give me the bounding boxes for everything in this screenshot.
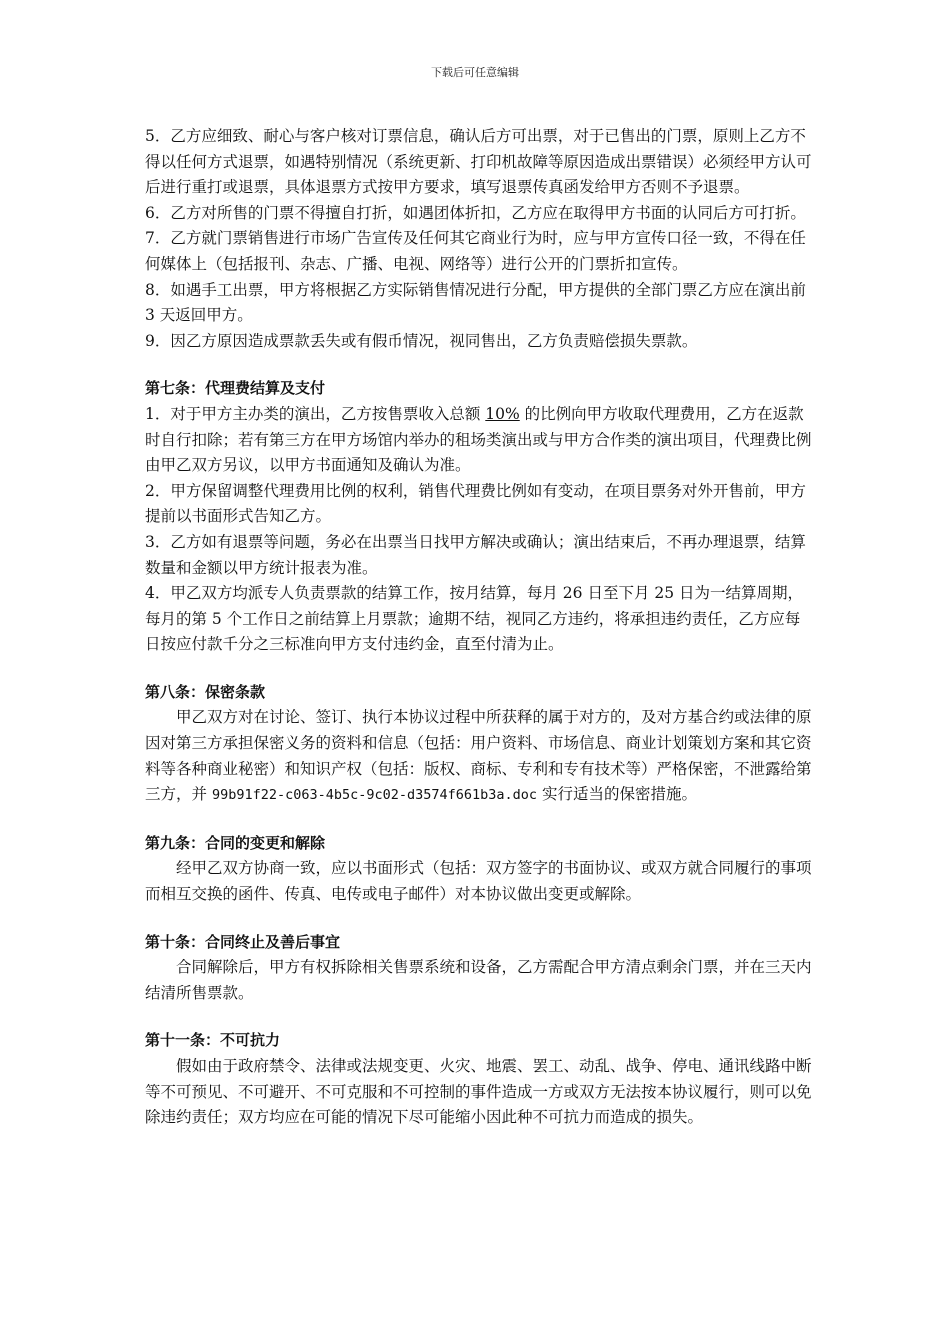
- section-heading: 第七条：代理费结算及支付: [145, 379, 326, 398]
- clause-item: 5．乙方应细致、耐心与客户核对订票信息，确认后方可出票，对于已售出的门票，原则上乙方不得以任何方式退票，如遇特别情况（系统更新、打印机故障等原因造成出票错误）必须经甲方认可后进行重打或退票，具体退票方式按甲方要求，填写退票传真函发给甲方否则不予退票。: [145, 127, 812, 197]
- clause-item: 3．乙方如有退票等问题，务必在出票当日找甲方解决或确认；演出结束后，不再办理退票，结算数量和金额以甲方统计报表为准。: [145, 532, 806, 577]
- section-paragraph: 假如由于政府禁令、法律或法规变更、火灾、地震、罢工、动乱、战争、停电、通讯线路中断等不可预见、不可避开、不可克服和不可控制的事件造成一方或双方无法按本协议履行，则可以免除违约责任；双方均应在可能的情况下尽可能缩小因此种不可抗力而造成的损失。: [145, 1057, 812, 1127]
- section-paragraph: 合同解除后，甲方有权拆除相关售票系统和设备，乙方需配合甲方清点剩余门票，并在三天内结清所售票款。: [145, 958, 812, 1002]
- clause-text: 1．对于甲方主办类的演出，乙方按售票收入总额: [145, 404, 486, 423]
- page-header: 下载后可任意编辑: [431, 66, 519, 79]
- clause-item: 2．甲方保留调整代理费用比例的权利，销售代理费比例如有变动，在项目票务对外开售前，甲方提前以书面形式告知乙方。: [145, 481, 806, 526]
- section-paragraph: 经甲乙双方协商一致，应以书面形式（包括：双方签字的书面协议、或双方就合同履行的事项而相互交换的函件、传真、电传或电子邮件）对本协议做出变更或解除。: [145, 859, 812, 904]
- paragraph-text: 实行适当的保密措施。: [537, 785, 697, 804]
- document-body: [145, 124, 813, 1131]
- section-heading: 第九条：合同的变更和解除: [145, 833, 326, 852]
- clause-item: 4．甲乙双方均派专人负责票款的结算工作，按月结算，每月 26 日至下月 25 日为一结算周期，每月的第 5 个工作日之前结算上月票款；逾期不结，视同乙方违约，将承担违约责任，乙方应每日按应付款千分之三标准向甲方支付违约金，直至付清为止。: [145, 584, 804, 654]
- document-id: 99b91f22-c063-4b5c-9c02-d3574f661b3a.doc: [211, 787, 538, 804]
- commission-rate: 10%: [485, 404, 520, 423]
- clause-text: 的比例向甲方收取代理费用，乙方在返款时自行扣除；若有第三方在甲方场馆内举办的租场类演出或与甲方合作类的演出项目，代理费比例由甲乙双方另议，以甲方书面通知及确认为准。: [145, 404, 812, 475]
- section-heading: 第十一条：不可抗力: [145, 1031, 281, 1050]
- clause-item: 6．乙方对所售的门票不得擅自打折，如遇团体折扣，乙方应在取得甲方书面的认同后方可打折。: [145, 203, 806, 222]
- clause-item: 9．因乙方原因造成票款丢失或有假币情况，视同售出，乙方负责赔偿损失票款。: [145, 331, 698, 350]
- section-heading: 第八条：保密条款: [145, 682, 266, 701]
- section-heading: 第十条：合同终止及善后事宜: [145, 932, 341, 951]
- clause-item: [145, 402, 813, 479]
- section-paragraph: [145, 705, 813, 808]
- clause-item: 8．如遇手工出票，甲方将根据乙方实际销售情况进行分配，甲方提供的全部门票乙方应在演出前 3 天返回甲方。: [145, 280, 806, 325]
- clause-item: 7．乙方就门票销售进行市场广告宣传及任何其它商业行为时，应与甲方宣传口径一致，不得在任何媒体上（包括报刊、杂志、广播、电视、网络等）进行公开的门票折扣宣传。: [145, 229, 806, 273]
- paragraph-text: 甲乙双方对在讨论、签订、执行本协议过程中所获释的属于对方的，及对方基合约或法律的原因对第三方承担保密义务的资料和信息（包括：用户资料、市场信息、商业计划策划方案和其它资料等各种商业秘密）和知识产权（包括：版权、商标、专利和专有技术等）严格保密，不泄露给第三方，并: [145, 708, 812, 804]
